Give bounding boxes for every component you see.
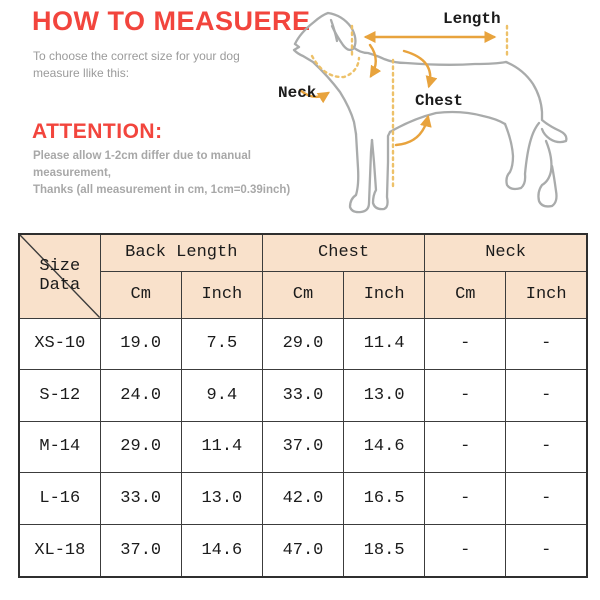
size-cell: XL-18 bbox=[19, 524, 100, 577]
unit-header: Inch bbox=[344, 271, 425, 318]
neck-label: Neck bbox=[278, 84, 317, 102]
howto-subtitle: To choose the correct size for your dog measure llike this: bbox=[33, 49, 240, 80]
corner-label: Size Data bbox=[39, 257, 81, 296]
value-cell: 33.0 bbox=[100, 473, 181, 525]
size-cell: S-12 bbox=[19, 370, 100, 422]
corner-cell bbox=[19, 234, 100, 318]
value-cell: 37.0 bbox=[262, 421, 343, 473]
value-cell: 24.0 bbox=[100, 370, 181, 422]
value-cell: - bbox=[506, 421, 587, 473]
unit-header: Cm bbox=[425, 271, 506, 318]
value-cell: 37.0 bbox=[100, 524, 181, 577]
value-cell: 19.0 bbox=[100, 318, 181, 370]
size-cell: L-16 bbox=[19, 473, 100, 525]
value-cell: - bbox=[506, 318, 587, 370]
attention-note-line2: Thanks (all measurement in cm, 1cm=0.39inch) bbox=[33, 184, 291, 196]
chest-measure-arrow bbox=[393, 51, 430, 188]
size-cell: M-14 bbox=[19, 421, 100, 473]
unit-header: Inch bbox=[506, 271, 587, 318]
attention-title: ATTENTION: bbox=[32, 120, 163, 143]
value-cell: 18.5 bbox=[344, 524, 425, 577]
value-cell: 11.4 bbox=[181, 421, 262, 473]
value-cell: 13.0 bbox=[181, 473, 262, 525]
table-unit-header-row bbox=[19, 271, 587, 318]
value-cell: - bbox=[425, 473, 506, 525]
value-cell: - bbox=[506, 370, 587, 422]
value-cell: - bbox=[506, 524, 587, 577]
table-row bbox=[19, 421, 587, 473]
group-header-back-length: Back Length bbox=[100, 234, 262, 271]
dog-outline-drawing bbox=[294, 13, 566, 212]
value-cell: 9.4 bbox=[181, 370, 262, 422]
dog-measurement-diagram bbox=[270, 0, 600, 232]
value-cell: 14.6 bbox=[181, 524, 262, 577]
attention-note-line1: Please allow 1-2cm differ due to manual measurement, bbox=[33, 150, 251, 179]
value-cell: - bbox=[506, 473, 587, 525]
unit-header: Cm bbox=[100, 271, 181, 318]
value-cell: 16.5 bbox=[344, 473, 425, 525]
table-row bbox=[19, 370, 587, 422]
chest-label: Chest bbox=[415, 92, 464, 110]
group-header-neck: Neck bbox=[425, 234, 587, 271]
length-label: Length bbox=[443, 10, 501, 28]
value-cell: - bbox=[425, 524, 506, 577]
value-cell: 13.0 bbox=[344, 370, 425, 422]
size-table bbox=[18, 233, 588, 578]
unit-header: Inch bbox=[181, 271, 262, 318]
value-cell: - bbox=[425, 370, 506, 422]
page-title: HOW TO MEASUERE bbox=[32, 6, 311, 36]
size-cell: XS-10 bbox=[19, 318, 100, 370]
value-cell: 14.6 bbox=[344, 421, 425, 473]
value-cell: - bbox=[425, 318, 506, 370]
value-cell: 11.4 bbox=[344, 318, 425, 370]
value-cell: - bbox=[425, 421, 506, 473]
table-group-header-row bbox=[19, 234, 587, 271]
table-row bbox=[19, 473, 587, 525]
value-cell: 33.0 bbox=[262, 370, 343, 422]
unit-header: Cm bbox=[262, 271, 343, 318]
value-cell: 42.0 bbox=[262, 473, 343, 525]
table-row bbox=[19, 318, 587, 370]
value-cell: 29.0 bbox=[100, 421, 181, 473]
value-cell: 47.0 bbox=[262, 524, 343, 577]
group-header-chest: Chest bbox=[262, 234, 424, 271]
table-row bbox=[19, 524, 587, 577]
value-cell: 29.0 bbox=[262, 318, 343, 370]
value-cell: 7.5 bbox=[181, 318, 262, 370]
